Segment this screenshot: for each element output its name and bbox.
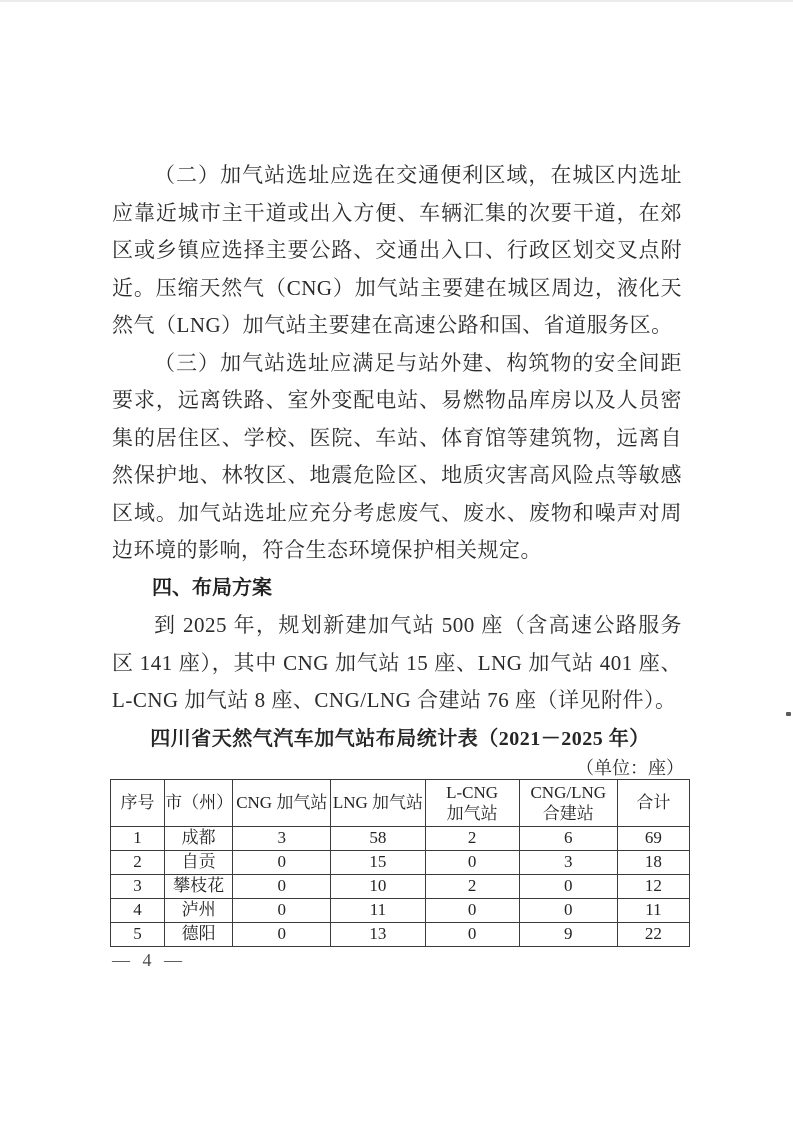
cell-combined: 9 bbox=[519, 922, 617, 946]
cell-lng: 10 bbox=[331, 874, 425, 898]
scan-speck-artifact bbox=[786, 712, 791, 716]
scan-edge-artifact bbox=[0, 0, 793, 2]
cell-lng: 58 bbox=[331, 826, 425, 850]
cell-cng: 0 bbox=[233, 850, 331, 874]
cell-lcng: 2 bbox=[425, 826, 519, 850]
cell-total: 69 bbox=[617, 826, 689, 850]
col-header-lng: LNG 加气站 bbox=[331, 779, 425, 826]
paragraph-layout-plan-targets: 到 2025 年，规划新建加气站 500 座（含高速公路服务区 141 座），其中 CNG 加气站 15 座、LNG 加气站 401 座、L-CNG 加气站 8 座、CNG/LNG 合建站 76 座（详见附件）。 bbox=[112, 613, 682, 712]
paragraph-site-selection-safety: （三）加气站选址应满足与站外建、构筑物的安全间距要求，远离铁路、室外变配电站、易燃物品库房以及人员密集的居住区、学校、医院、车站、体育馆等建筑物，远离自然保护地、林牧区、地震危险区、地质灾害高风险点等敏感区域。加气站选址应充分考虑废气、废水、废物和噪声对周边环境的影响，符合生态环境保护相关规定。 bbox=[112, 350, 682, 562]
col-header-index: 序号 bbox=[111, 779, 165, 826]
table-row-chengdu bbox=[111, 826, 690, 850]
station-layout-table bbox=[110, 779, 690, 947]
table-title: 四川省天然气汽车加气站布局统计表（2021－2025 年） bbox=[150, 727, 650, 750]
section-heading-layout-plan: 四、布局方案 bbox=[152, 576, 272, 599]
cell-lng: 13 bbox=[331, 922, 425, 946]
cell-total: 11 bbox=[617, 898, 689, 922]
cell-city: 攀枝花 bbox=[165, 874, 233, 898]
cell-index: 5 bbox=[111, 922, 165, 946]
document-content bbox=[112, 157, 682, 947]
cell-city: 德阳 bbox=[165, 922, 233, 946]
cell-index: 3 bbox=[111, 874, 165, 898]
cell-lcng: 0 bbox=[425, 898, 519, 922]
table-row-deyang bbox=[111, 922, 690, 946]
cell-lcng: 0 bbox=[425, 922, 519, 946]
col-header-city: 市（州） bbox=[165, 779, 233, 826]
table-row-zigong bbox=[111, 850, 690, 874]
cell-combined: 0 bbox=[519, 898, 617, 922]
cell-index: 4 bbox=[111, 898, 165, 922]
table-unit-note: （单位：座） bbox=[576, 757, 684, 778]
cell-cng: 0 bbox=[233, 874, 331, 898]
cell-cng: 0 bbox=[233, 898, 331, 922]
table-header-row bbox=[111, 779, 690, 826]
station-table-block bbox=[110, 720, 690, 947]
cell-combined: 6 bbox=[519, 826, 617, 850]
cell-combined: 0 bbox=[519, 874, 617, 898]
cell-total: 12 bbox=[617, 874, 689, 898]
cell-lng: 11 bbox=[331, 898, 425, 922]
table-row-panzhihua bbox=[111, 874, 690, 898]
col-header-cng: CNG 加气站 bbox=[233, 779, 331, 826]
col-header-total: 合计 bbox=[617, 779, 689, 826]
cell-lcng: 0 bbox=[425, 850, 519, 874]
cell-city: 泸州 bbox=[165, 898, 233, 922]
cell-index: 2 bbox=[111, 850, 165, 874]
cell-combined: 3 bbox=[519, 850, 617, 874]
cell-lng: 15 bbox=[331, 850, 425, 874]
paragraph-site-selection-traffic: （二）加气站选址应选在交通便利区域，在城区内选址应靠近城市主干道或出入方便、车辆汇集的次要干道，在郊区或乡镇应选择主要公路、交通出入口、行政区划交叉点附近。压缩天然气（CNG）加气站主要建在城区周边，液化天然气（LNG）加气站主要建在高速公路和国、省道服务区。 bbox=[112, 163, 682, 337]
table-row-luzhou bbox=[111, 898, 690, 922]
col-header-lcng: L-CNG 加气站 bbox=[425, 779, 519, 826]
cell-total: 18 bbox=[617, 850, 689, 874]
cell-index: 1 bbox=[111, 826, 165, 850]
cell-city: 自贡 bbox=[165, 850, 233, 874]
page-number: — 4 — bbox=[112, 950, 186, 970]
cell-cng: 0 bbox=[233, 922, 331, 946]
cell-total: 22 bbox=[617, 922, 689, 946]
cell-cng: 3 bbox=[233, 826, 331, 850]
col-header-cng-lng-combined: CNG/LNG 合建站 bbox=[519, 779, 617, 826]
cell-lcng: 2 bbox=[425, 874, 519, 898]
cell-city: 成都 bbox=[165, 826, 233, 850]
